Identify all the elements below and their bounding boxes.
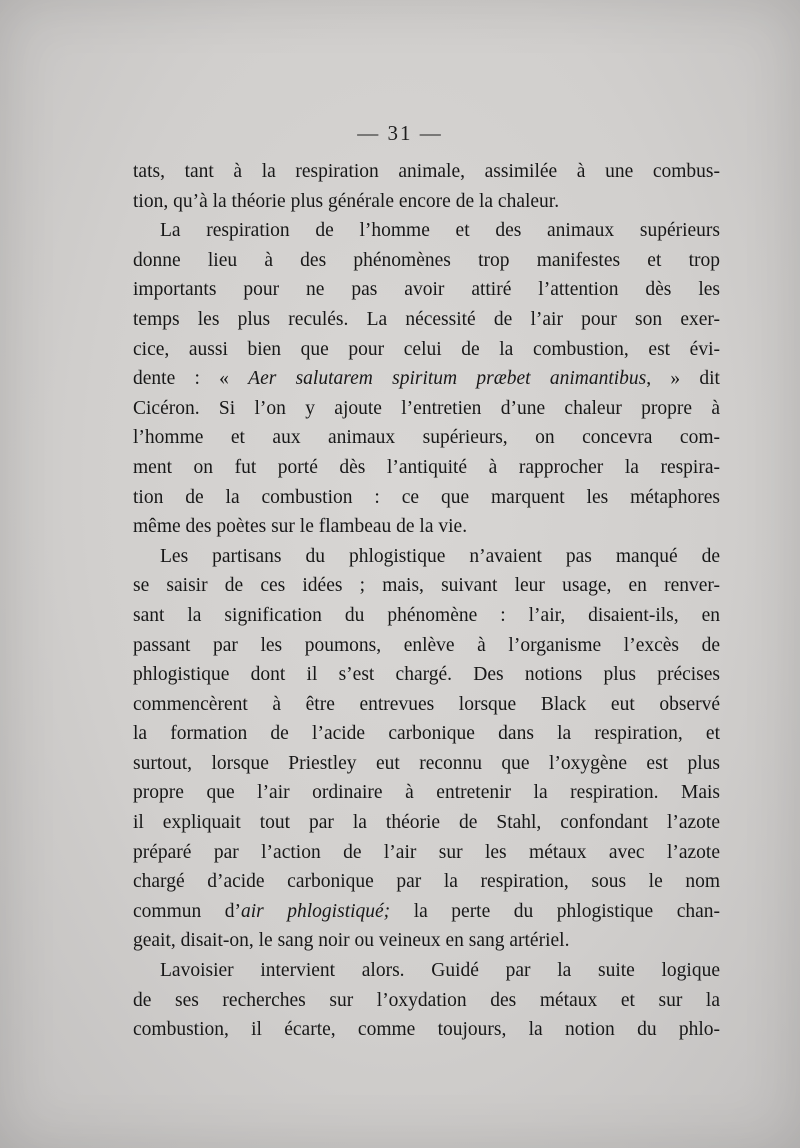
text-line [133,571,720,601]
text-line [133,838,720,868]
text-segment: importants pour ne pas avoir attiré l’attention dès les [133,279,720,301]
text-segment: tion de la combustion : ce que marquent les métaphores [133,486,720,508]
text-segment: sant la signification du phénomène : l’air, disaient-ils, en [133,604,720,626]
text-block [133,157,720,1045]
text-segment: préparé par l’action de l’air sur les métaux avec l’azote [133,841,720,863]
text-segment: Les partisans du phlogistique n’avaient pas manqué de [160,545,720,567]
text-line [133,542,720,572]
text-line [133,275,720,305]
text-line [133,926,720,956]
text-segment: donne lieu à des phénomènes trop manifestes et trop [133,249,720,271]
text-line [133,690,720,720]
text-segment: passant par les poumons, enlève à l’organisme l’excès de [133,634,720,656]
text-line [133,808,720,838]
text-line [133,719,720,749]
text-segment: temps les plus reculés. La nécessité de l’air pour son exer- [133,308,720,330]
text-segment: propre que l’air ordinaire à entretenir la respiration. Mais [133,782,720,804]
text-line [133,986,720,1016]
text-segment: , » dit [646,368,720,390]
text-segment: dente : « [133,368,249,390]
text-segment: ment on fut porté dès l’antiquité à rapprocher la respira- [133,456,720,478]
text-segment: Cicéron. Si l’on y ajoute l’entretien d’une chaleur propre à [133,397,720,419]
text-line [133,305,720,335]
text-segment: Lavoisier intervient alors. Guidé par la suite logique [160,960,720,982]
text-line [133,187,720,217]
text-segment: l’homme et aux animaux supérieurs, on concevra com- [133,427,720,449]
text-line [133,897,720,927]
text-segment: chargé d’acide carbonique par la respiration, sous le nom [133,871,720,893]
text-line [133,601,720,631]
text-segment: phlogistique dont il s’est chargé. Des notions plus précises [133,664,720,686]
text-segment: la formation de l’acide carbonique dans la respiration, et [133,723,720,745]
page-number: — 31 — [357,121,443,145]
text-line [133,512,720,542]
text-line [133,394,720,424]
italic-text-segment: Aer salutarem spiritum præbet animantibus [248,368,647,390]
italic-text-segment: air phlogistiqué; [241,900,391,922]
text-segment: combustion, il écarte, comme toujours, la notion du phlo- [133,1019,720,1041]
text-line [133,364,720,394]
text-segment: surtout, lorsque Priestley eut reconnu que l’oxygène est plus [133,752,720,774]
text-line [133,867,720,897]
text-line [133,660,720,690]
text-line [133,749,720,779]
text-line [133,157,720,187]
text-segment: commun d’ [133,900,241,922]
text-segment: cice, aussi bien que pour celui de la combustion, est évi- [133,338,720,360]
text-segment: tats, tant à la respiration animale, assimilée à une combus- [133,161,720,182]
text-line [133,453,720,483]
text-segment: commencèrent à être entrevues lorsque Black eut observé [133,693,720,715]
text-segment: geait, disait-on, le sang noir ou veineux en sang artériel. [133,930,570,952]
text-line [133,1015,720,1045]
text-segment: il expliquait tout par la théorie de Stahl, confondant l’azote [133,812,720,834]
text-line [133,778,720,808]
text-line [133,335,720,365]
text-line [133,956,720,986]
text-line [133,246,720,276]
text-segment: tion, qu’à la théorie plus générale encore de la chaleur. [133,190,560,212]
text-segment: même des poètes sur le flambeau de la vie. [133,516,468,538]
text-segment: La respiration de l’homme et des animaux supérieurs [160,220,720,242]
text-segment: de ses recherches sur l’oxydation des métaux et sur la [133,989,720,1011]
text-segment: la perte du phlogistique chan- [390,900,721,922]
text-line [133,423,720,453]
text-line [133,216,720,246]
text-line [133,631,720,661]
text-line [133,483,720,513]
text-segment: se saisir de ces idées ; mais, suivant leur usage, en renver- [133,575,720,597]
